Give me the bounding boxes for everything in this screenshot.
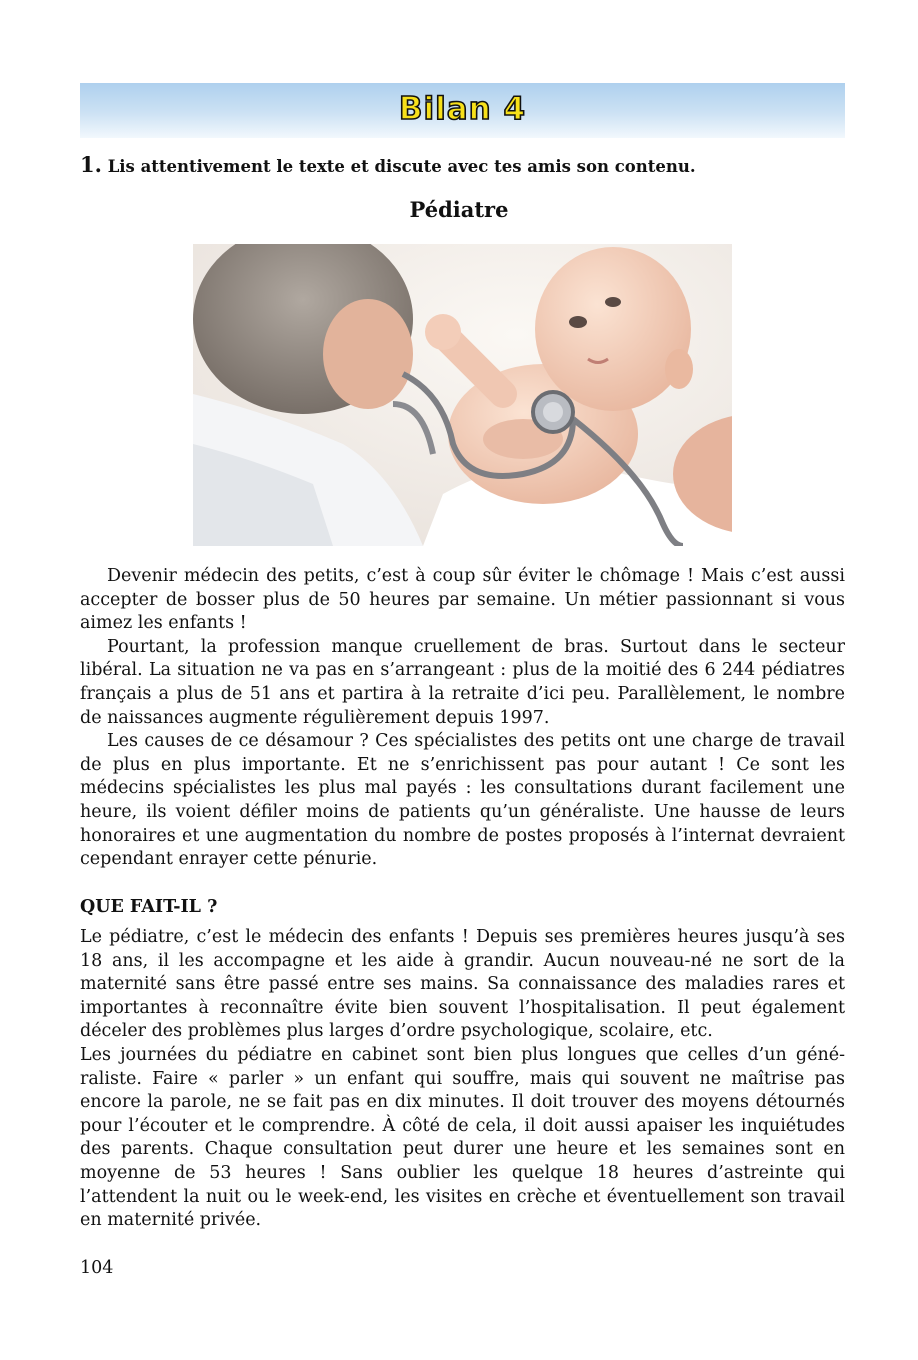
section-heading: QUE FAIT-IL ? bbox=[80, 897, 218, 917]
intro-text bbox=[80, 565, 845, 872]
paragraph: Les causes de ce désamour ? Ces spécialistes des petits ont une charge de travail de plus en plus importante. Et ne s’enrichissent pas pour autant ! Ce sont les médecins spécialistes les plus mal payés : les consultations durant facilement une heure, ils voient défiler moins de patients qu’un généraliste. Une hausse de leurs honoraires et une augmentation du nombre de postes proposés à l’internat devraient cependant enrayer cette pénurie. bbox=[80, 731, 845, 870]
task-instruction bbox=[80, 152, 860, 177]
page-number: 104 bbox=[80, 1258, 114, 1278]
paragraph: Le pédiatre, c’est le médecin des enfants ! Depuis ses premières heures jusqu’à ses 18 ans, il les accompagne et les aide à grandir. Aucun nouveau-né ne sort de la maternité sans être passé entre ses mains. Sa connaissance des maladies rares et importantes à reconnaître évite bien souvent l’hospitalisation. Il peut également déceler des problèmes plus larges d’ordre psychologique, scolaire, etc. bbox=[80, 927, 845, 1042]
article-title: Pédiatre bbox=[409, 197, 509, 222]
task-text: Lis attentivement le texte et discute avec tes amis son contenu. bbox=[107, 157, 696, 176]
section-text bbox=[80, 926, 845, 1233]
task-number: 1. bbox=[80, 152, 102, 177]
paragraph: Les journées du pédiatre en cabinet sont bien plus longues que celles d’un généraliste. Faire « parler » un enfant qui souffre, mais qui souvent ne maîtrise pas encore la parole, ne se fait pas en dix minutes. Il doit trouver des moyens détournés pour l’écouter et le comprendre. À côté de cela, il doit aussi apaiser les inquiétudes des parents. Chaque consultation peut durer une heure et les semaines sont en moyenne de 53 heures ! Sans oublier les quelque 18 heures d’astreinte qui l’attendent la nuit ou le week-end, les visites en crèche et éventuellement son travail en maternité privée. bbox=[80, 1044, 845, 1231]
paragraph: Pourtant, la profession manque cruellement de bras. Surtout dans le secteur libéral. La situation ne va pas en s’arrangeant : plus de la moitié des 6 244 pédiatres français a plus de 51 ans et partira à la retraite d’ici peu. Parallèlement, le nombre de naissances augmente régulièrement depuis 1997. bbox=[80, 636, 845, 728]
pediatrician-baby-photo bbox=[193, 244, 732, 546]
title-banner bbox=[80, 83, 845, 138]
photo-illustration bbox=[193, 244, 732, 546]
page-title: Bilan 4 bbox=[398, 91, 527, 127]
paragraph: Devenir médecin des petits, c’est à coup sûr éviter le chômage ! Mais c’est aussi accepter de bosser plus de 50 heures par semaine. Un métier passionnant si vous aimez les enfants ! bbox=[80, 566, 845, 634]
